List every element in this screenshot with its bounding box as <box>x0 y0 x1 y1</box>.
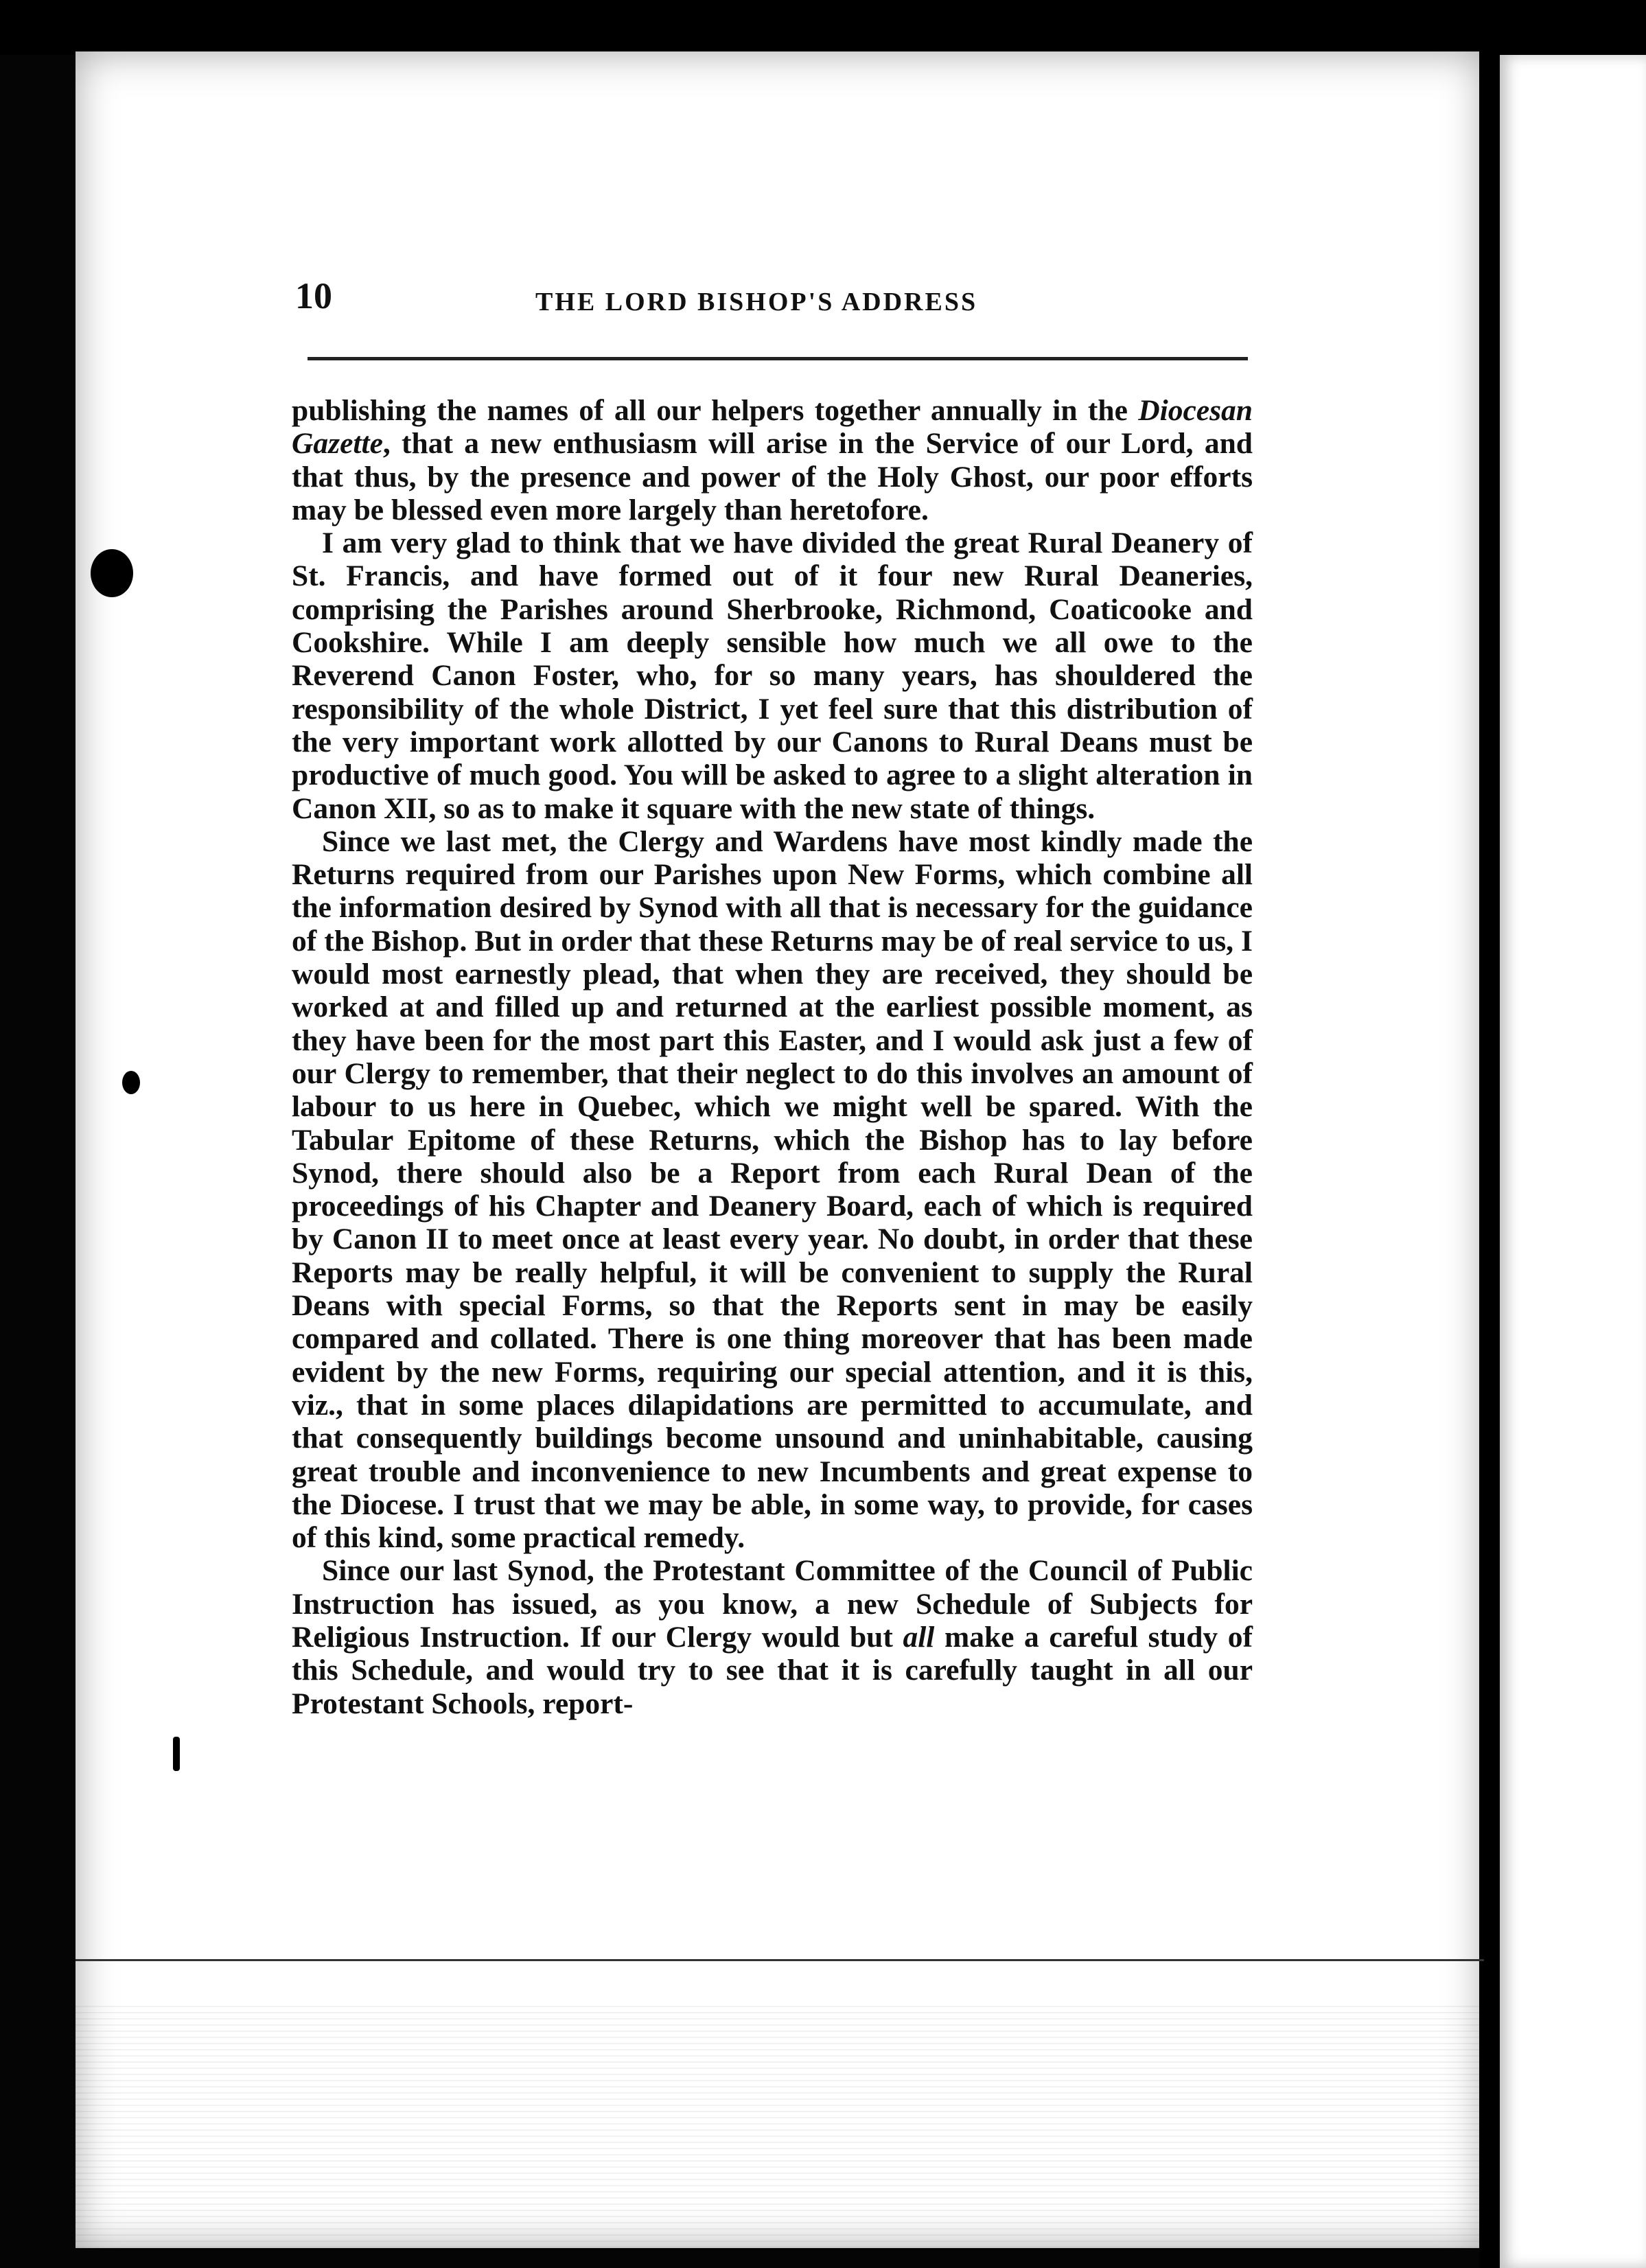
italic-title: Diocesan Gazette <box>292 394 1253 461</box>
paragraph: Since we last met, the Clergy and Wardens have most kindly made the Returns required from our Parishes upon New Forms, which combine all the information desired by Synod with all that is necessary for the guidance of the Bishop. But in order that these Returns may be of real service to us, I would most earnestly plead, that when they are received, they should be worked at and filled up and returned at the earliest possible moment, as they have been for the most part this Easter, and I would ask just a few of our Clergy to remember, that their neglect to do this involves an amount of labour to us here in Quebec, which we might well be spared. With the Tabular Epitome of these Returns, which the Bishop has to lay before Synod, there should also be a Report from each Rural Dean of the proceedings of his Chapter and Deanery Board, each of which is required by Canon II to meet once at least every year. No doubt, in order that these Reports may be really helpful, it will be convenient to supply the Rural Deans with special Forms, so that the Reports sent in may be easily compared and collated. There is one thing moreover that has been made evident by the new Forms, requiring our special attention, and it is this, viz., that in some places dilapidations are permitted to accumulate, and that consequently buildings become unsound and uninhabitable, causing great trouble and inconvenience to new Incumbents and great expense to the Diocese. I trust that we may be able, in some way, to provide, for cases of this kind, some practical remedy. <box>292 824 1253 1555</box>
ink-blot <box>91 549 133 597</box>
ink-blot <box>122 1071 140 1094</box>
paragraph: I am very glad to think that we have divided the great Rural Deanery of St. Francis, and have formed out of it four new Rural Deaneries, comprising the Parishes around Sherbrooke, Richmond, Coaticooke and Cookshire. While I am deeply sensible how much we all owe to the Reverend Canon Foster, who, for so many years, has shouldered the responsibility of the whole District, I yet feel sure that this distribution of the very important work allotted by our Canons to Rural Deans must be productive of much good. You will be asked to agree to a slight alteration in Canon XII, so as to make it square with the new state of things. <box>292 526 1253 825</box>
header-rule <box>308 357 1248 360</box>
scan-noise <box>76 2001 1484 2248</box>
paragraph: Since our last Synod, the Protestant Committee of the Council of Public Instruction has issued, as you know, a new Schedule of Subjects for Religious Instruction. If our Clergy would but all make a careful study of this Schedule, and would try to see that it is carefully taught in all our Protestant Schools, report- <box>292 1554 1253 1720</box>
running-head: THE LORD BISHOP'S ADDRESS <box>535 288 978 316</box>
page-number: 10 <box>295 275 332 316</box>
italic-emphasis: all <box>903 1620 935 1654</box>
book-spine <box>1479 48 1500 2268</box>
scan-top-border <box>0 0 1646 55</box>
paragraph: publishing the names of all our helpers together annually in the Diocesan Gazette, that a new enthusiasm will arise in the Service of our Lord, and that thus, by the presence and power of the Holy Ghost, our poor efforts may be blessed even more largely than heretofore. <box>292 394 1253 526</box>
ink-blot <box>173 1737 180 1771</box>
facing-page-edge <box>1500 55 1646 2268</box>
scan-bottom-line <box>76 1959 1484 1961</box>
body-text <box>292 394 1253 1720</box>
